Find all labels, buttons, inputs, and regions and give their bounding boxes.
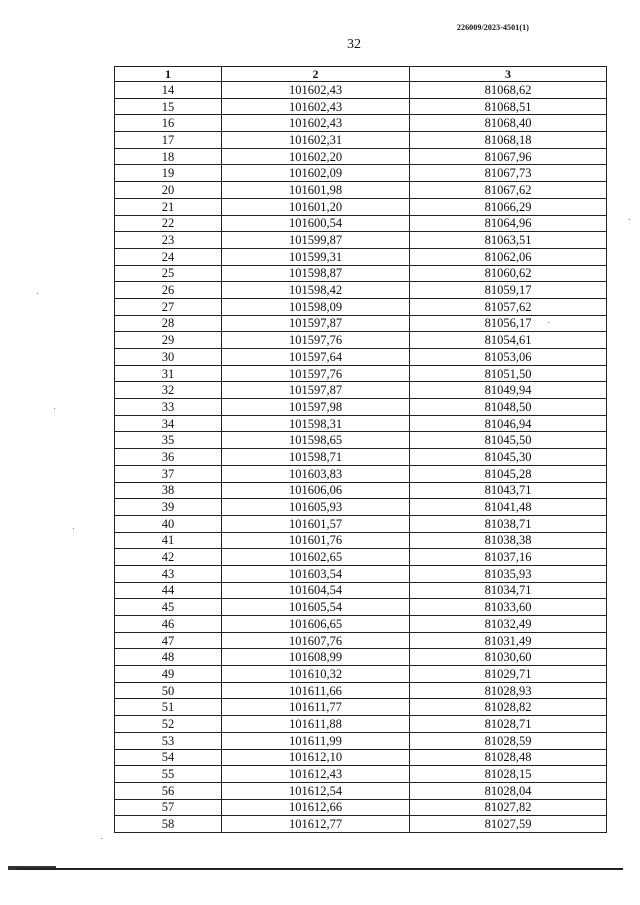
coordinate-x-cell: 101598,42	[222, 282, 410, 299]
point-number-cell: 19	[115, 165, 222, 182]
point-number-cell: 51	[115, 699, 222, 716]
point-number-cell: 58	[115, 816, 222, 833]
coordinate-y-cell: 81057,62	[410, 298, 607, 315]
coordinate-x-cell: 101602,09	[222, 165, 410, 182]
point-number-cell: 17	[115, 132, 222, 149]
coordinate-x-cell: 101598,65	[222, 432, 410, 449]
point-number-cell: 44	[115, 582, 222, 599]
coordinate-y-cell: 81064,96	[410, 215, 607, 232]
coordinate-x-cell: 101597,98	[222, 399, 410, 416]
coordinate-y-cell: 81045,30	[410, 449, 607, 466]
coordinate-x-cell: 101599,31	[222, 248, 410, 265]
coordinate-y-cell: 81032,49	[410, 616, 607, 633]
table-row	[115, 365, 607, 382]
scan-speck	[37, 293, 38, 294]
coordinate-y-cell: 81028,59	[410, 732, 607, 749]
coordinate-x-cell: 101597,76	[222, 365, 410, 382]
coordinate-x-cell: 101605,54	[222, 599, 410, 616]
coordinate-x-cell: 101612,66	[222, 799, 410, 816]
point-number-cell: 39	[115, 499, 222, 516]
point-number-cell: 32	[115, 382, 222, 399]
point-number-cell: 30	[115, 349, 222, 366]
coordinates-table	[114, 66, 607, 833]
table-row	[115, 449, 607, 466]
table-row	[115, 382, 607, 399]
coordinate-x-cell: 101597,64	[222, 349, 410, 366]
coordinate-x-cell: 101600,54	[222, 215, 410, 232]
coordinate-y-cell: 81046,94	[410, 415, 607, 432]
page-number: 32	[347, 37, 361, 52]
coordinate-y-cell: 81030,60	[410, 649, 607, 666]
table-row	[115, 482, 607, 499]
coordinate-x-cell: 101598,31	[222, 415, 410, 432]
point-number-cell: 27	[115, 298, 222, 315]
coordinate-x-cell: 101598,87	[222, 265, 410, 282]
point-number-cell: 50	[115, 682, 222, 699]
coordinate-y-cell: 81059,17	[410, 282, 607, 299]
coordinate-x-cell: 101612,77	[222, 816, 410, 833]
coordinate-y-cell: 81045,28	[410, 465, 607, 482]
table-header	[115, 67, 607, 82]
table-row	[115, 666, 607, 683]
point-number-cell: 38	[115, 482, 222, 499]
table-row	[115, 132, 607, 149]
table-row	[115, 599, 607, 616]
point-number-cell: 35	[115, 432, 222, 449]
point-number-cell: 15	[115, 98, 222, 115]
point-number-cell: 23	[115, 232, 222, 249]
coordinate-y-cell: 81051,50	[410, 365, 607, 382]
coordinate-x-cell: 101602,31	[222, 132, 410, 149]
coordinate-x-cell: 101602,20	[222, 148, 410, 165]
coordinate-y-cell: 81027,59	[410, 816, 607, 833]
table-row	[115, 432, 607, 449]
table-row	[115, 749, 607, 766]
point-number-cell: 48	[115, 649, 222, 666]
coordinate-x-cell: 101599,87	[222, 232, 410, 249]
coordinate-y-cell: 81037,16	[410, 549, 607, 566]
column-header-1: 1	[115, 67, 222, 82]
table-row	[115, 699, 607, 716]
point-number-cell: 14	[115, 82, 222, 99]
table-row	[115, 98, 607, 115]
coordinate-x-cell: 101603,54	[222, 565, 410, 582]
coordinate-y-cell: 81063,51	[410, 232, 607, 249]
coordinate-y-cell: 81035,93	[410, 565, 607, 582]
table-row	[115, 582, 607, 599]
point-number-cell: 46	[115, 616, 222, 633]
coordinate-y-cell: 81068,40	[410, 115, 607, 132]
coordinate-x-cell: 101611,99	[222, 732, 410, 749]
coordinate-x-cell: 101602,43	[222, 115, 410, 132]
coordinate-x-cell: 101603,83	[222, 465, 410, 482]
table-row	[115, 165, 607, 182]
coordinate-y-cell: 81028,48	[410, 749, 607, 766]
table-row	[115, 632, 607, 649]
coordinate-y-cell: 81028,93	[410, 682, 607, 699]
table-row	[115, 248, 607, 265]
point-number-cell: 45	[115, 599, 222, 616]
coordinate-y-cell: 81038,38	[410, 532, 607, 549]
point-number-cell: 20	[115, 182, 222, 199]
coordinate-y-cell: 81067,73	[410, 165, 607, 182]
point-number-cell: 26	[115, 282, 222, 299]
table-row	[115, 616, 607, 633]
table-row	[115, 816, 607, 833]
point-number-cell: 49	[115, 666, 222, 683]
table-row	[115, 799, 607, 816]
point-number-cell: 25	[115, 265, 222, 282]
scan-speck	[73, 528, 74, 529]
coordinate-y-cell: 81066,29	[410, 198, 607, 215]
point-number-cell: 22	[115, 215, 222, 232]
point-number-cell: 18	[115, 148, 222, 165]
column-header-3: 3	[410, 67, 607, 82]
table-row	[115, 532, 607, 549]
document-number: 226009/2023-4501(1)	[456, 23, 529, 32]
point-number-cell: 40	[115, 515, 222, 532]
coordinate-y-cell: 81028,71	[410, 716, 607, 733]
point-number-cell: 55	[115, 766, 222, 783]
table-row	[115, 182, 607, 199]
table-row	[115, 766, 607, 783]
table-row	[115, 315, 607, 332]
scan-speck	[101, 838, 102, 839]
point-number-cell: 43	[115, 565, 222, 582]
coordinate-y-cell: 81056,17	[410, 315, 607, 332]
table-row	[115, 716, 607, 733]
point-number-cell: 42	[115, 549, 222, 566]
point-number-cell: 16	[115, 115, 222, 132]
coordinate-x-cell: 101611,88	[222, 716, 410, 733]
table-row	[115, 215, 607, 232]
scan-speck	[548, 322, 549, 323]
point-number-cell: 56	[115, 782, 222, 799]
point-number-cell: 33	[115, 399, 222, 416]
point-number-cell: 24	[115, 248, 222, 265]
table-row	[115, 332, 607, 349]
table-row	[115, 349, 607, 366]
coordinate-x-cell: 101606,65	[222, 616, 410, 633]
coordinate-y-cell: 81062,06	[410, 248, 607, 265]
coordinate-x-cell: 101604,54	[222, 582, 410, 599]
coordinate-x-cell: 101607,76	[222, 632, 410, 649]
point-number-cell: 47	[115, 632, 222, 649]
coordinate-y-cell: 81041,48	[410, 499, 607, 516]
coordinate-x-cell: 101597,87	[222, 315, 410, 332]
coordinate-x-cell: 101597,87	[222, 382, 410, 399]
point-number-cell: 52	[115, 716, 222, 733]
point-number-cell: 53	[115, 732, 222, 749]
table-row	[115, 298, 607, 315]
coordinate-x-cell: 101610,32	[222, 666, 410, 683]
coordinate-y-cell: 81027,82	[410, 799, 607, 816]
coordinate-y-cell: 81053,06	[410, 349, 607, 366]
coordinate-y-cell: 81034,71	[410, 582, 607, 599]
point-number-cell: 31	[115, 365, 222, 382]
coordinate-y-cell: 81045,50	[410, 432, 607, 449]
coordinate-y-cell: 81067,96	[410, 148, 607, 165]
table-row	[115, 148, 607, 165]
table-row	[115, 198, 607, 215]
coordinate-y-cell: 81067,62	[410, 182, 607, 199]
table-header-row	[115, 67, 607, 82]
footer-rule	[17, 868, 623, 870]
table-row	[115, 549, 607, 566]
coordinate-x-cell: 101601,20	[222, 198, 410, 215]
coordinate-y-cell: 81068,18	[410, 132, 607, 149]
coordinate-y-cell: 81028,15	[410, 766, 607, 783]
point-number-cell: 29	[115, 332, 222, 349]
coordinate-x-cell: 101606,06	[222, 482, 410, 499]
table-row	[115, 682, 607, 699]
table-row	[115, 115, 607, 132]
point-number-cell: 54	[115, 749, 222, 766]
table-row	[115, 499, 607, 516]
coordinate-y-cell: 81068,62	[410, 82, 607, 99]
coordinate-x-cell: 101597,76	[222, 332, 410, 349]
column-header-2: 2	[222, 67, 410, 82]
point-number-cell: 37	[115, 465, 222, 482]
table-row	[115, 732, 607, 749]
coordinate-x-cell: 101598,71	[222, 449, 410, 466]
coordinate-x-cell: 101601,57	[222, 515, 410, 532]
coordinate-x-cell: 101611,66	[222, 682, 410, 699]
table-row	[115, 565, 607, 582]
coordinate-x-cell: 101601,76	[222, 532, 410, 549]
point-number-cell: 41	[115, 532, 222, 549]
coordinate-x-cell: 101601,98	[222, 182, 410, 199]
coordinate-x-cell: 101602,43	[222, 98, 410, 115]
coordinate-y-cell: 81028,04	[410, 782, 607, 799]
table-row	[115, 649, 607, 666]
scan-speck	[629, 219, 630, 220]
coordinate-x-cell: 101602,65	[222, 549, 410, 566]
table-row	[115, 282, 607, 299]
coordinate-x-cell: 101605,93	[222, 499, 410, 516]
coordinate-x-cell: 101602,43	[222, 82, 410, 99]
coordinate-x-cell: 101612,54	[222, 782, 410, 799]
table-row	[115, 399, 607, 416]
table-row	[115, 415, 607, 432]
coordinate-y-cell: 81054,61	[410, 332, 607, 349]
coordinate-y-cell: 81033,60	[410, 599, 607, 616]
point-number-cell: 36	[115, 449, 222, 466]
table-body	[115, 82, 607, 833]
table-row	[115, 465, 607, 482]
table-row	[115, 265, 607, 282]
point-number-cell: 21	[115, 198, 222, 215]
coordinate-y-cell: 81048,50	[410, 399, 607, 416]
coordinate-y-cell: 81049,94	[410, 382, 607, 399]
table-row	[115, 515, 607, 532]
coordinate-y-cell: 81060,62	[410, 265, 607, 282]
coordinate-y-cell: 81028,82	[410, 699, 607, 716]
coordinate-y-cell: 81038,71	[410, 515, 607, 532]
coordinate-x-cell: 101611,77	[222, 699, 410, 716]
table-row	[115, 82, 607, 99]
scan-speck	[54, 408, 55, 409]
coordinate-x-cell: 101608,99	[222, 649, 410, 666]
coordinate-y-cell: 81068,51	[410, 98, 607, 115]
coordinate-y-cell: 81029,71	[410, 666, 607, 683]
coordinate-y-cell: 81031,49	[410, 632, 607, 649]
point-number-cell: 57	[115, 799, 222, 816]
point-number-cell: 34	[115, 415, 222, 432]
coordinate-x-cell: 101612,43	[222, 766, 410, 783]
coordinate-y-cell: 81043,71	[410, 482, 607, 499]
point-number-cell: 28	[115, 315, 222, 332]
table-row	[115, 232, 607, 249]
coordinate-x-cell: 101598,09	[222, 298, 410, 315]
table-row	[115, 782, 607, 799]
coordinate-x-cell: 101612,10	[222, 749, 410, 766]
